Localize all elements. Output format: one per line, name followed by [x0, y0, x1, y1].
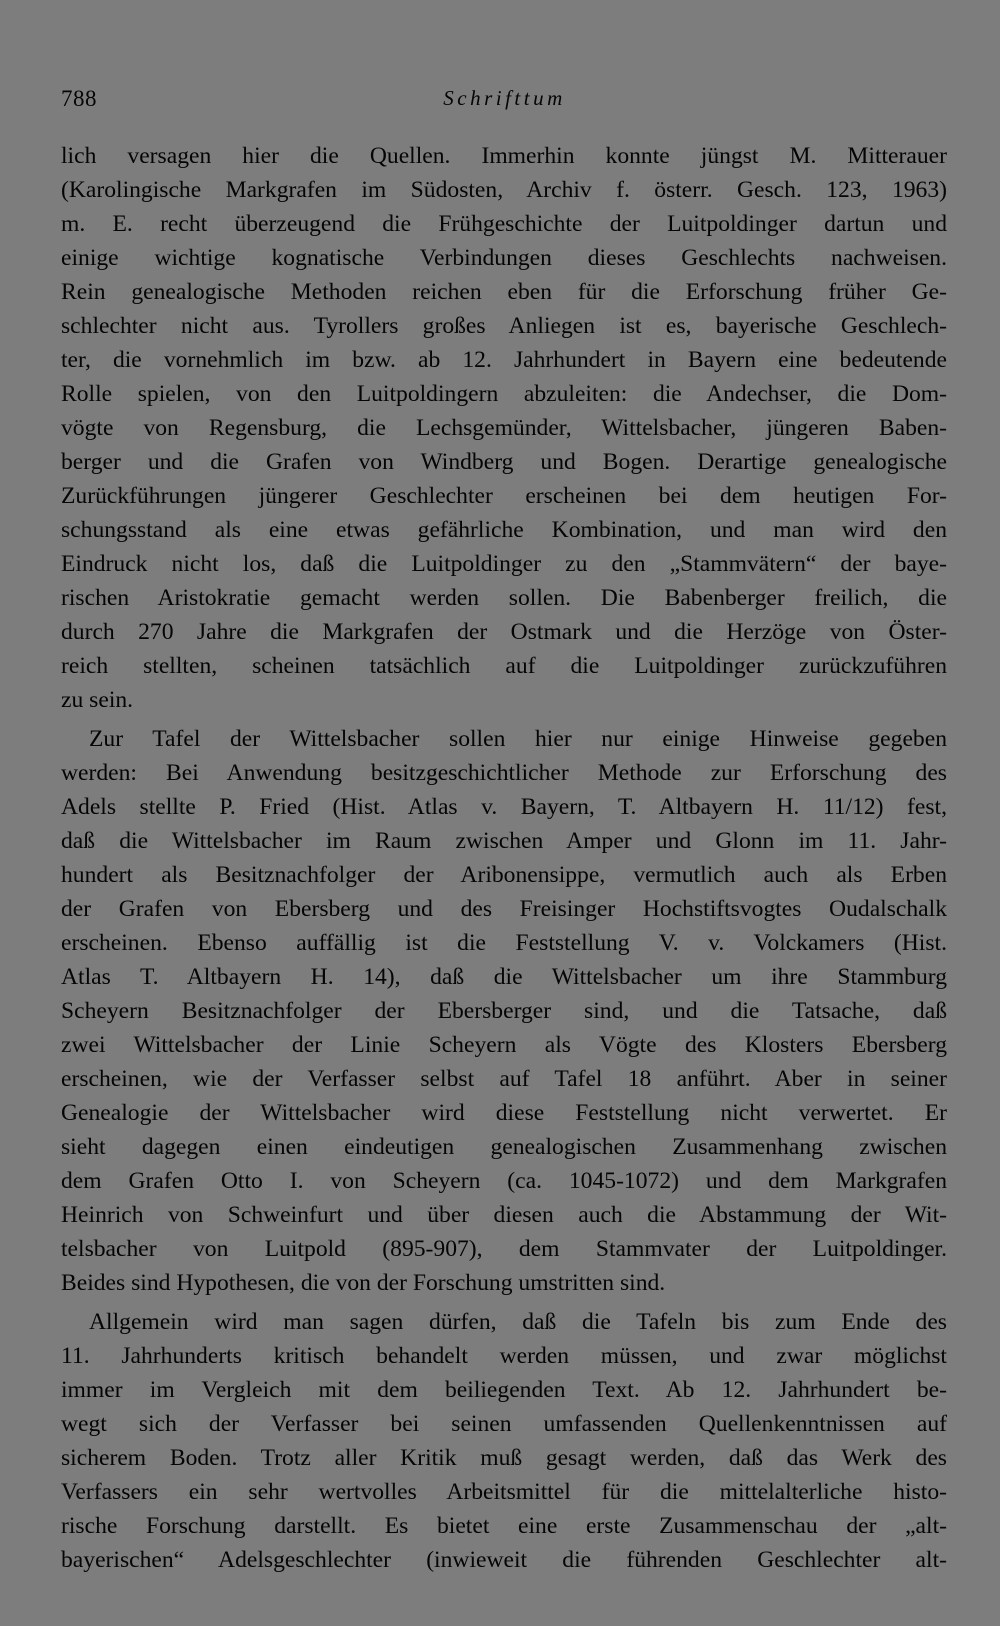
text-line: wegt sich der Verfasser bei seinen umfassenden Quellenkenntnissen auf — [61, 1411, 947, 1437]
text-line: telsbacher von Luitpold (895-907), dem Stammvater der Luitpoldinger. — [61, 1236, 947, 1262]
running-title: Schrifttum — [443, 86, 566, 110]
text-line: zwei Wittelsbacher der Linie Scheyern als Vögte des Klosters Ebersberg — [61, 1032, 947, 1058]
text-line: (Karolingische Markgrafen im Südosten, Archiv f. österr. Gesch. 123, 1963) — [61, 177, 947, 203]
page-number: 788 — [61, 86, 97, 111]
text-line: durch 270 Jahre die Markgrafen der Ostmark und die Herzöge von Öster- — [61, 619, 947, 645]
text-line: Heinrich von Schweinfurt und über diesen auch die Abstammung der Wit- — [61, 1202, 947, 1228]
text-line: Rolle spielen, von den Luitpoldingern abzuleiten: die Andechser, die Dom- — [61, 381, 947, 407]
text-line: Allgemein wird man sagen dürfen, daß die Tafeln bis zum Ende des — [89, 1309, 947, 1335]
text-line: dem Grafen Otto I. von Scheyern (ca. 1045-1072) und dem Markgrafen — [61, 1168, 947, 1194]
paragraph — [61, 139, 947, 717]
text-line: Adels stellte P. Fried (Hist. Atlas v. Bayern, T. Altbayern H. 11/12) fest, — [61, 794, 947, 820]
text-line: schlechter nicht aus. Tyrollers großes Anliegen ist es, bayerische Geschlech- — [61, 313, 947, 339]
text-line: Eindruck nicht los, daß die Luitpoldinger zu den „Stammvätern“ der baye- — [61, 551, 947, 577]
text-line: Zur Tafel der Wittelsbacher sollen hier nur einige Hinweise gegeben — [89, 726, 947, 752]
text-line: immer im Vergleich mit dem beiliegenden Text. Ab 12. Jahrhundert be- — [61, 1377, 947, 1403]
text-line: ter, die vornehmlich im bzw. ab 12. Jahrhundert in Bayern eine bedeutende — [61, 347, 947, 373]
page-header — [61, 86, 948, 120]
paragraph — [61, 722, 947, 1300]
text-line: Verfassers ein sehr wertvolles Arbeitsmittel für die mittelalterliche histo- — [61, 1479, 947, 1505]
text-line: reich stellten, scheinen tatsächlich auf die Luitpoldinger zurückzuführen — [61, 653, 947, 679]
body-text — [61, 139, 947, 1577]
text-line: einige wichtige kognatische Verbindungen dieses Geschlechts nachweisen. — [61, 245, 947, 271]
text-line: zu sein. — [61, 687, 134, 713]
paragraph — [61, 1305, 947, 1577]
text-line: rischen Aristokratie gemacht werden sollen. Die Babenberger freilich, die — [61, 585, 947, 611]
text-line: hundert als Besitznachfolger der Aribonensippe, vermutlich auch als Erben — [61, 862, 947, 888]
text-line: sicherem Boden. Trotz aller Kritik muß gesagt werden, daß das Werk des — [61, 1445, 947, 1471]
text-line: Rein genealogische Methoden reichen eben für die Erforschung früher Ge- — [61, 279, 947, 305]
text-line: m. E. recht überzeugend die Frühgeschichte der Luitpoldinger dartun und — [61, 211, 947, 237]
text-line: werden: Bei Anwendung besitzgeschichtlicher Methode zur Erforschung des — [61, 760, 947, 786]
text-line: der Grafen von Ebersberg und des Freisinger Hochstiftsvogtes Oudalschalk — [61, 896, 947, 922]
text-line: Zurückführungen jüngerer Geschlechter erscheinen bei dem heutigen For- — [61, 483, 947, 509]
text-line: vögte von Regensburg, die Lechsgemünder, Wittelsbacher, jüngeren Baben- — [61, 415, 947, 441]
text-line: bayerischen“ Adelsgeschlechter (inwieweit die führenden Geschlechter alt- — [61, 1547, 947, 1573]
text-line: 11. Jahrhunderts kritisch behandelt werden müssen, und zwar möglichst — [61, 1343, 947, 1369]
text-line: Genealogie der Wittelsbacher wird diese Feststellung nicht verwertet. Er — [61, 1100, 947, 1126]
text-line: Beides sind Hypothesen, die von der Forschung umstritten sind. — [61, 1270, 666, 1296]
text-line: berger und die Grafen von Windberg und Bogen. Derartige genealogische — [61, 449, 947, 475]
text-line: sieht dagegen einen eindeutigen genealogischen Zusammenhang zwischen — [61, 1134, 947, 1160]
text-line: Scheyern Besitznachfolger der Ebersberger sind, und die Tatsache, daß — [61, 998, 947, 1024]
text-line: daß die Wittelsbacher im Raum zwischen Amper und Glonn im 11. Jahr- — [61, 828, 947, 854]
text-line: rische Forschung darstellt. Es bietet eine erste Zusammenschau der „alt- — [61, 1513, 947, 1539]
text-line: erscheinen. Ebenso auffällig ist die Feststellung V. v. Volckamers (Hist. — [61, 930, 947, 956]
text-line: erscheinen, wie der Verfasser selbst auf Tafel 18 anführt. Aber in seiner — [61, 1066, 947, 1092]
text-line: lich versagen hier die Quellen. Immerhin konnte jüngst M. Mitterauer — [61, 143, 947, 169]
text-line: Atlas T. Altbayern H. 14), daß die Wittelsbacher um ihre Stammburg — [61, 964, 947, 990]
text-line: schungsstand als eine etwas gefährliche Kombination, und man wird den — [61, 517, 947, 543]
